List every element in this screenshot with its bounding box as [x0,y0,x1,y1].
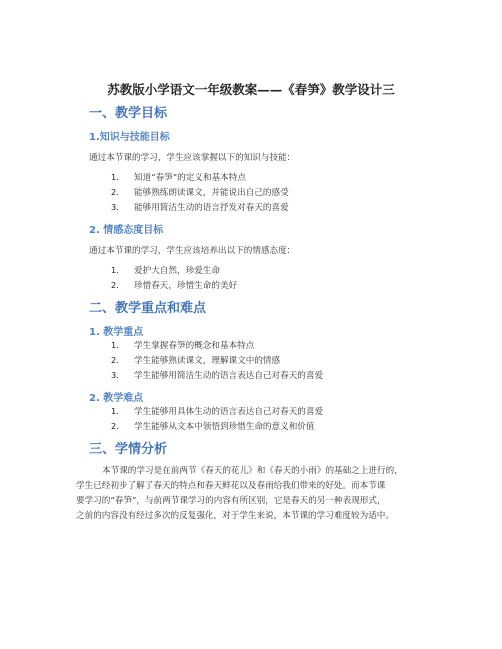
list-item-text: 知道“春笋”的定义和基本特点 [134,173,246,183]
body-text-line: 学生已经初步了解了春天的特点和春天鲜花以及春雨给我们带来的好处。而本节课 [76,481,386,491]
list-item-text: 爱护大自然，珍爱生命 [134,266,220,276]
paragraph-intro: 通过本节课的学习，学生应该掌握以下的知识与技能： [89,153,296,163]
list-item [111,405,323,417]
list-item-text: 能够用简洁生动的语言抒发对春天的喜爱 [134,203,289,213]
body-text-line: 本节课的学习是在前两节《春天的花儿》和《春天的小雨》的基础之上进行的， [102,466,403,476]
list-number: 2. [111,421,119,431]
list-item-text: 学生掌握春笋的概念和基本特点 [134,341,255,351]
list-item-text: 珍惜春天，珍惜生命的美好 [134,281,238,291]
section-heading-learner-analysis: 三、学情分析 [89,442,168,457]
list-item [111,369,323,381]
list-number: 1. [111,265,119,275]
list-item [111,264,220,276]
list-item-text: 学生能够用简洁生动的语言表达自己对春天的喜爱 [134,371,324,381]
list-item [111,201,289,213]
list-item-text: 学生能够从文本中领悟到珍惜生命的意义和价值 [134,422,315,432]
list-item [111,279,237,291]
list-number: 3. [111,370,119,380]
body-text-line: 之前的内容没有经过多次的反复强化，对于学生来说，本节课的学习难度较为适中。 [76,511,394,521]
list-number: 1. [111,172,119,182]
section-heading-teaching-goals: 一、教学目标 [89,106,168,121]
list-item [111,420,314,432]
list-item-text: 学生能够用具体生动的语言表达自己对春天的喜爱 [134,407,324,417]
list-number: 2. [111,187,119,197]
subsection-heading-emotion-attitude: 2. 情感态度目标 [89,225,164,236]
list-item [111,339,254,351]
subsection-heading-knowledge-skills: 1.知识与技能目标 [89,132,170,143]
list-item-text: 学生能够熟读课文，理解课文中的情感 [134,356,281,366]
body-text-line: 要学习的“春笋”，与前两节课学习的内容有所区别，它是春天的另一种表现形式， [76,496,386,506]
list-number: 2. [111,355,119,365]
page-title: 苏教版小学语文一年级教案——《春笋》教学设计三 [107,82,395,97]
list-item-text: 能够熟练朗读课文，并能说出自己的感受 [134,188,289,198]
subsection-heading-key-focus: 1. 教学重点 [89,327,144,338]
list-item [111,171,246,183]
list-item [111,354,280,366]
list-number: 2. [111,280,119,290]
list-item [111,186,289,198]
section-heading-key-points: 二、教学重点和难点 [89,301,207,316]
list-number: 1. [111,340,119,350]
paragraph-intro: 通过本节课的学习，学生应该培养出以下的情感态度： [89,246,296,256]
list-number: 1. [111,406,119,416]
subsection-heading-difficulties: 2. 教学难点 [89,393,144,404]
list-number: 3. [111,202,119,212]
